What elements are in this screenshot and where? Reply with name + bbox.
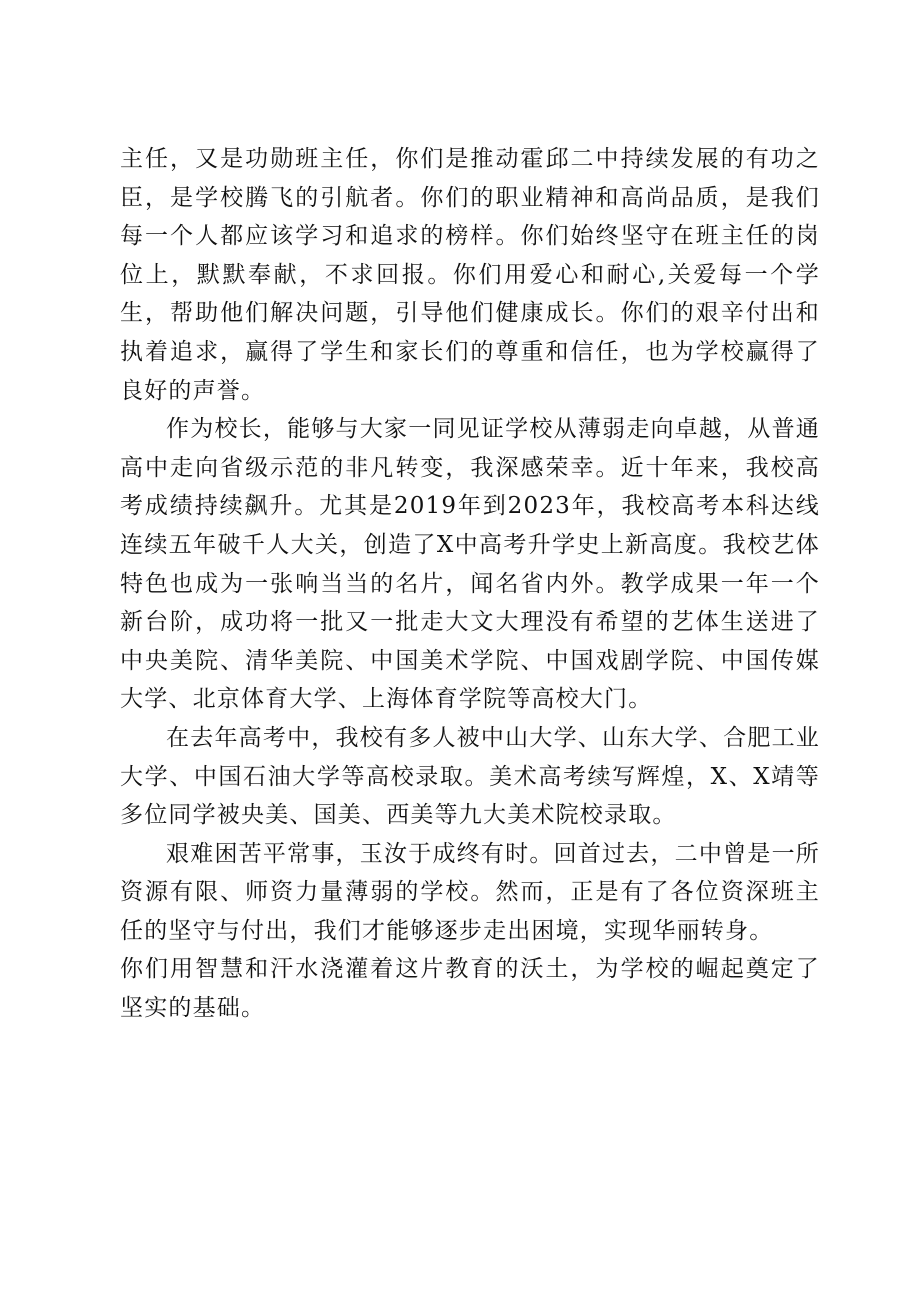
paragraph-5: 你们用智慧和汗水浇灌着这片教育的沃土，为学校的崛起奠定了坚实的基础。 — [120, 956, 820, 1022]
document-body — [120, 140, 820, 1028]
paragraph-2: 作为校长，能够与大家一同见证学校从薄弱走向卓越，从普通高中走向省级示范的非凡转变，我深感荣幸。近十年来，我校高考成绩持续飙升。尤其是2019年到2023年，我校高考本科达线连续五年破千人大关，创造了X中高考升学史上新高度。我校艺体特色也成为一张响当当的名片，闻名省内外。教学成果一年一个新台阶，成功将一批又一批走大文大理没有希望的艺体生送进了中央美院、清华美院、中国美术学院、中国戏剧学院、中国传媒大学、北京体育大学、上海体育学院等高校大门。 — [120, 416, 820, 713]
paragraph-3: 在去年高考中，我校有多人被中山大学、山东大学、合肥工业大学、中国石油大学等高校录取。美术高考续写辉煌，X、X靖等多位同学被央美、国美、西美等九大美术院校录取。 — [120, 724, 820, 829]
paragraph-4: 艰难困苦平常事，玉汝于成终有时。回首过去，二中曾是一所资源有限、师资力量薄弱的学校。然而，正是有了各位资深班主任的坚守与付出，我们才能够逐步走出困境，实现华丽转身。 — [120, 840, 820, 944]
paragraph-1: 主任，又是功勋班主任，你们是推动霍邱二中持续发展的有功之臣，是学校腾飞的引航者。你们的职业精神和高尚品质，是我们每一个人都应该学习和追求的榜样。你们始终坚守在班主任的岗位上，默默奉献，不求回报。你们用爱心和耐心,关爱每一个学生，帮助他们解决问题，引导他们健康成长。你们的艰辛付出和执着追求，赢得了学生和家长们的尊重和信任，也为学校赢得了良好的声誉。 — [120, 146, 820, 404]
